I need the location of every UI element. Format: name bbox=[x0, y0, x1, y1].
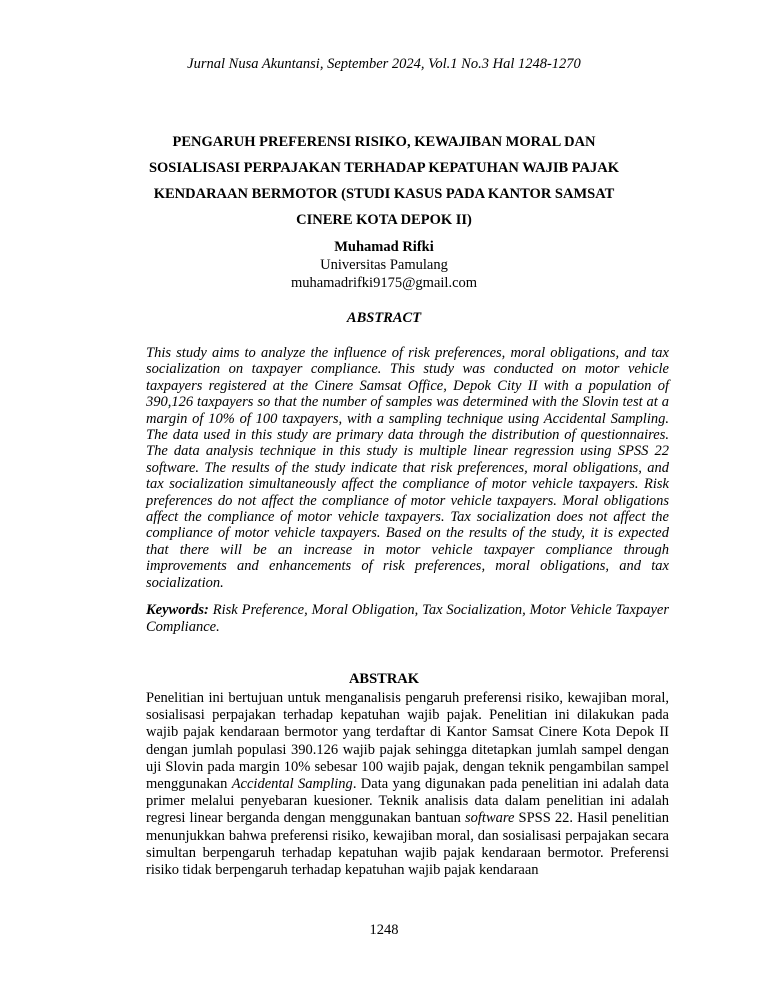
author-block bbox=[0, 238, 768, 292]
title-line: CINERE KOTA DEPOK II) bbox=[296, 212, 472, 228]
author-affiliation: Universitas Pamulang bbox=[320, 257, 448, 273]
author-email: muhamadrifki9175@gmail.com bbox=[290, 275, 478, 291]
abstract-heading: ABSTRACT bbox=[346, 310, 422, 326]
page-number: 1248 bbox=[369, 922, 399, 938]
abstrak-italic-1: Accidental Sampling bbox=[231, 776, 353, 793]
abstrak-text-1: Penelitian ini bertujuan untuk menganalisis pengaruh preferensi risiko, kewajiban moral, sosialisasi perpajakan terhadap kepatuhan wajib pajak. Penelitian ini dilakukan pada wajib pajak kendaraan bermotor yang terdaftar di Kantor Samsat Cinere Kota Depok II dengan jumlah populasi 390.126 wajib pajak sehingga ditetapkan jumlah sampel dengan uji Slovin pada margin 10% sebesar 100 wajib pajak, dengan teknik pengambilan sampel menggunakan bbox=[146, 690, 669, 793]
abstrak-italic-2: software bbox=[465, 810, 515, 827]
abstract-body: This study aims to analyze the influence of risk preferences, moral obligations, and tax socialization on taxpayer compliance. This study was conducted on motor vehicle taxpayers registered at the Cinere Samsat Office, Depok City II with a population of 390,126 taxpayers so that the number of samples was determined with the Slovin test at a margin of 10% of 100 taxpayers, with a sampling technique using Accidental Sampling. The data used in this study are primary data through the distribution of questionnaires. The data analysis technique in this study is multiple linear regression using SPSS 22 software. The results of the study indicate that risk preferences, moral obligations, and tax socialization simultaneously affect the compliance of motor vehicle taxpayers. Risk preferences do not affect the compliance of motor vehicle taxpayers. Moral obligations affect the compliance of motor vehicle taxpayers. Tax socialization does not affect the compliance of motor vehicle taxpayers. Based on the results of the study, it is expected that there will be an increase in motor vehicle taxpayer compliance through improvements and enhancements of risk preferences, moral obligations, and tax socialization. bbox=[146, 345, 669, 591]
keywords-text: Risk Preference, Moral Obligation, Tax Socialization, Motor Vehicle Taxpayer Compliance. bbox=[146, 602, 669, 635]
title-line: PENGARUH PREFERENSI RISIKO, KEWAJIBAN MORAL DAN bbox=[172, 134, 596, 150]
abstrak-body bbox=[146, 690, 669, 879]
author-name: Muhamad Rifki bbox=[334, 239, 434, 255]
title-line: SOSIALISASI PERPAJAKAN TERHADAP KEPATUHAN WAJIB PAJAK bbox=[148, 160, 620, 176]
keywords-label: Keywords: bbox=[146, 602, 209, 618]
abstrak-text-3: SPSS 22. Hasil penelitian menunjukkan bahwa preferensi risiko, kewajiban moral, dan sosialisasi perpajakan secara simultan berpengaruh terhadap kepatuhan wajib pajak kendaraan bermotor. Preferensi risiko tidak berpengaruh terhadap kepatuhan wajib pajak kendaraan bbox=[146, 810, 669, 879]
paper-title bbox=[110, 129, 658, 233]
keywords bbox=[146, 602, 669, 636]
abstrak-heading: ABSTRAK bbox=[348, 671, 420, 687]
title-line: KENDARAAN BERMOTOR (STUDI KASUS PADA KANTOR SAMSAT bbox=[153, 186, 615, 202]
journal-header: Jurnal Nusa Akuntansi, September 2024, Vol.1 No.3 Hal 1248-1270 bbox=[187, 56, 581, 72]
abstrak-text-2: . Data yang digunakan pada penelitian ini adalah data primer melalui penyebaran kuesioner. Teknik analisis data dalam penelitian ini adalah regresi linear berganda dengan menggunakan bantuan bbox=[146, 776, 669, 827]
